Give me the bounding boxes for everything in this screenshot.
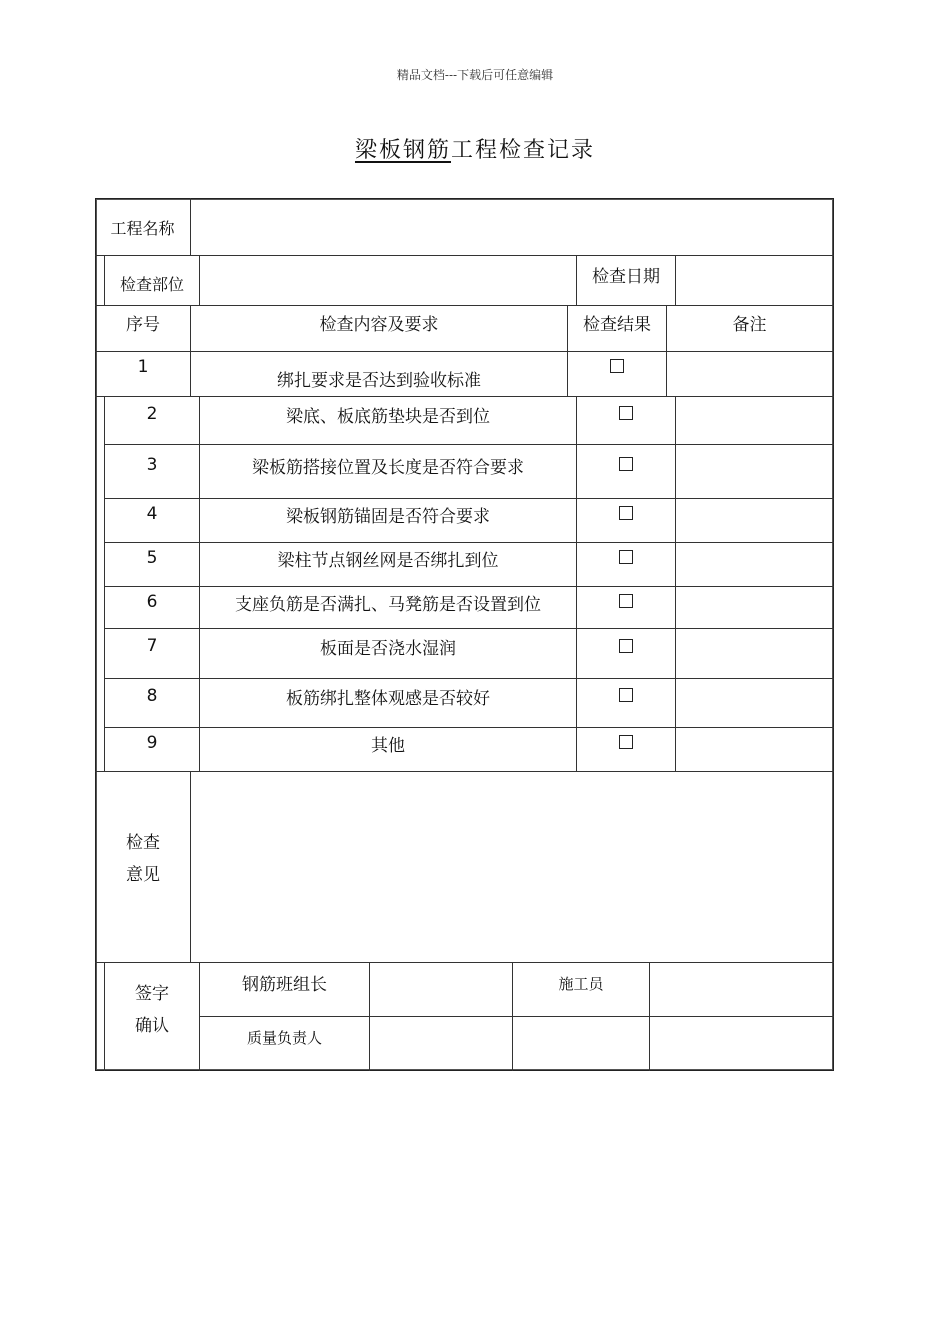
date-field[interactable]: [676, 256, 831, 305]
table-row-content: 梁板筋搭接位置及长度是否符合要求: [252, 457, 524, 478]
quality-extra-sign-field[interactable]: [650, 1017, 831, 1070]
page-title: [0, 133, 950, 164]
result-checkbox[interactable]: [619, 594, 633, 608]
quality-label: 质量负责人: [246, 1028, 322, 1047]
signature-label: [105, 977, 199, 1043]
table-row-no: 3: [146, 455, 158, 475]
location-field[interactable]: [200, 256, 576, 305]
table-row-no: 6: [146, 592, 158, 612]
result-checkbox[interactable]: [619, 550, 633, 564]
constructor-label: 施工员: [558, 974, 604, 993]
table-row-no: 7: [146, 636, 158, 656]
signature-label-line1: 签字: [135, 984, 169, 1004]
constructor-sign-field[interactable]: [650, 963, 831, 1016]
table-row-content: 绑扎要求是否达到验收标准: [277, 370, 481, 391]
table-row-content: 梁柱节点钢丝网是否绑扎到位: [277, 550, 499, 571]
opinion-label-line2: 意见: [126, 865, 160, 885]
table-row-content: 板面是否浇水湿润: [320, 638, 456, 659]
signature-label-line2: 确认: [135, 1016, 169, 1036]
location-label: 检查部位: [119, 275, 184, 294]
result-checkbox[interactable]: [610, 359, 624, 373]
quality-extra-field[interactable]: [513, 1017, 649, 1070]
row-divider: [95, 351, 834, 352]
header-remark: 备注: [732, 314, 767, 335]
table-row-content: 梁底、板底筋垫块是否到位: [286, 406, 490, 427]
result-checkbox[interactable]: [619, 639, 633, 653]
rebar-leader-label: 钢筋班组长: [242, 974, 327, 995]
header-watermark: 精品文档---下载后可任意编辑: [396, 68, 554, 82]
table-row-no: 9: [146, 733, 158, 753]
header-content: 检查内容及要求: [319, 314, 439, 335]
table-row-no: 8: [146, 686, 158, 706]
header-no: 序号: [126, 314, 160, 335]
result-checkbox[interactable]: [619, 506, 633, 520]
result-checkbox[interactable]: [619, 406, 633, 420]
table-row-no: 1: [137, 357, 149, 377]
table-row-no: 4: [146, 504, 158, 524]
header-result: 检查结果: [583, 314, 651, 335]
result-checkbox[interactable]: [619, 735, 633, 749]
quality-sign-field[interactable]: [370, 1017, 512, 1070]
title-rest: 工程检查记录: [451, 138, 596, 163]
project-name-field[interactable]: [191, 199, 831, 255]
col-divider: [675, 396, 676, 771]
result-checkbox[interactable]: [619, 688, 633, 702]
table-row-content: 梁板钢筋锚固是否符合要求: [286, 506, 490, 527]
rebar-leader-sign-field[interactable]: [370, 963, 512, 1016]
opinion-label-line1: 检查: [126, 833, 160, 853]
table-row-no: 5: [146, 548, 158, 568]
result-checkbox[interactable]: [619, 457, 633, 471]
project-name-label: 工程名称: [110, 218, 175, 238]
table-row-content: 板筋绑扎整体观感是否较好: [286, 688, 490, 709]
opinion-label: [96, 826, 190, 892]
col-divider: [576, 396, 577, 771]
title-underlined: 梁板钢筋: [354, 138, 451, 163]
opinion-field[interactable]: [191, 772, 831, 962]
table-row-content: 其他: [371, 735, 405, 756]
table-row-no: 2: [146, 404, 158, 424]
date-label: 检查日期: [592, 266, 660, 287]
table-row-content: 支座负筋是否满扎、马凳筋是否设置到位: [235, 594, 541, 615]
